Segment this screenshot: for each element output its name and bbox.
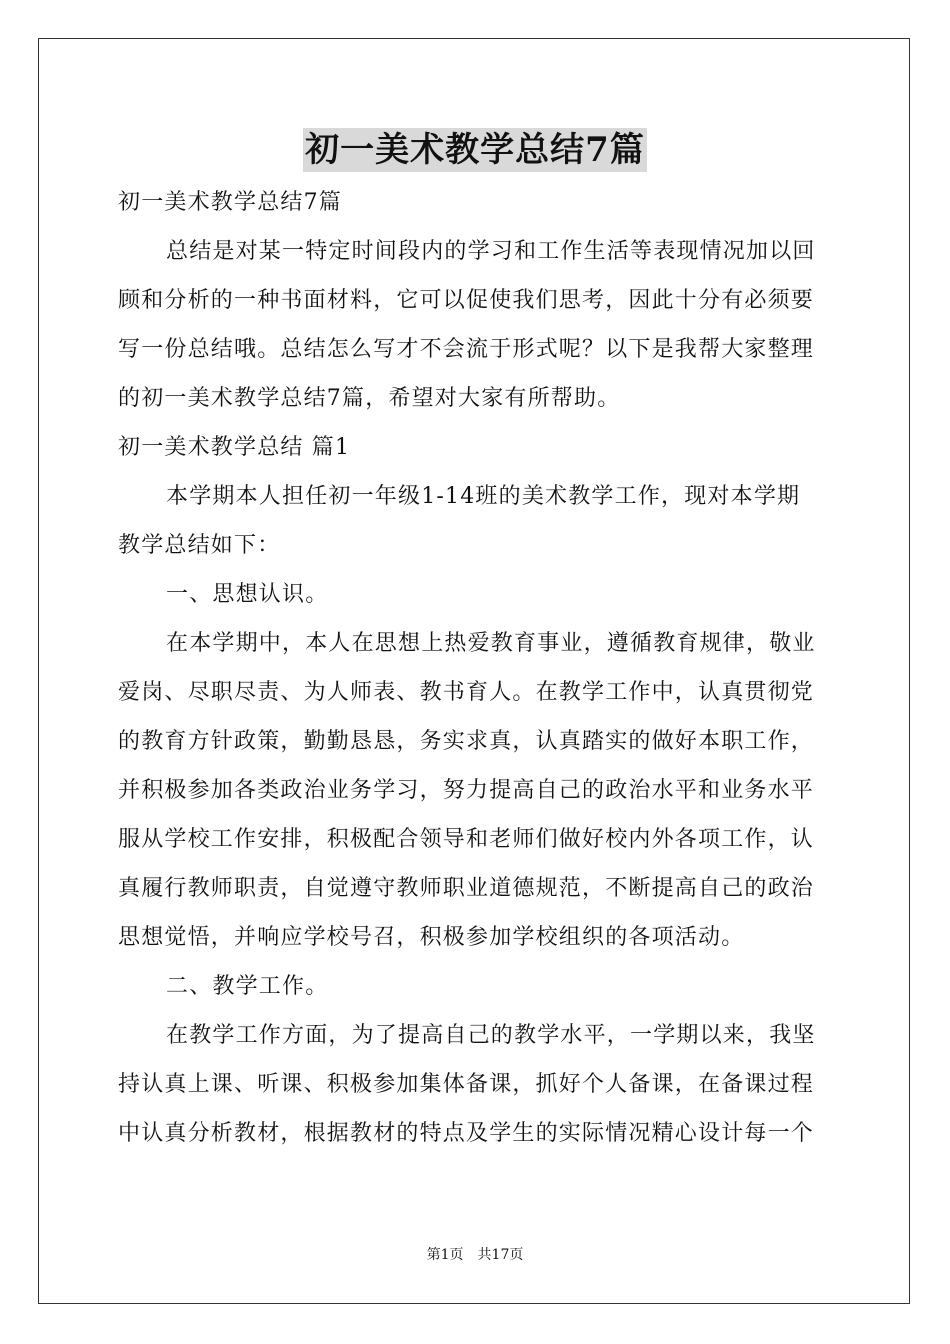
subsection-heading: 二、教学工作。	[166, 974, 329, 999]
document-title: 初一美术教学总结7篇	[305, 130, 645, 170]
paragraph-line: 思想觉悟，并响应学校号召，积极参加学校组织的各项活动。	[118, 925, 745, 950]
section-heading: 初一美术教学总结 篇1	[118, 435, 351, 460]
paragraph-line: 持认真上课、听课、积极参加集体备课，抓好个人备课，在备课过程	[118, 1072, 815, 1097]
paragraph-line: 写一份总结哦。总结怎么写才不会流于形式呢？以下是我帮大家整理	[118, 337, 815, 362]
page-footer	[0, 1245, 950, 1265]
paragraph-line: 教学总结如下：	[118, 533, 281, 558]
paragraph-line: 顾和分析的一种书面材料，它可以促使我们思考，因此十分有必须要	[118, 288, 815, 313]
title-wrap	[0, 128, 950, 172]
paragraph-line: 总结是对某一特定时间段内的学习和工作生活等表现情况加以回	[166, 239, 816, 264]
subsection-heading: 一、思想认识。	[166, 582, 329, 607]
paragraph-line: 在教学工作方面，为了提高自己的教学水平，一学期以来，我坚	[166, 1023, 816, 1048]
page-number: 第1页 共17页	[426, 1247, 524, 1263]
document-body	[118, 178, 834, 1158]
paragraph-line: 本学期本人担任初一年级1-14班的美术教学工作，现对本学期	[166, 484, 801, 509]
paragraph-line: 的初一美术教学总结7篇，希望对大家有所帮助。	[118, 386, 621, 411]
paragraph-line: 真履行教师职责，自觉遵守教师职业道德规范，不断提高自己的政治	[118, 876, 815, 901]
paragraph-line: 中认真分析教材，根据教材的特点及学生的实际情况精心设计每一个	[118, 1121, 815, 1146]
paragraph-line: 在本学期中，本人在思想上热爱教育事业，遵循教育规律，敬业	[166, 631, 816, 656]
subtitle-line: 初一美术教学总结7篇	[118, 190, 342, 215]
paragraph-line: 的教育方针政策，勤勤恳恳，务实求真，认真踏实的做好本职工作，	[118, 729, 815, 754]
paragraph-line: 并积极参加各类政治业务学习，努力提高自己的政治水平和业务水平	[118, 778, 815, 803]
paragraph-line: 爱岗、尽职尽责、为人师表、教书育人。在教学工作中，认真贯彻党	[118, 680, 815, 705]
paragraph-line: 服从学校工作安排，积极配合领导和老师们做好校内外各项工作，认	[118, 827, 815, 852]
